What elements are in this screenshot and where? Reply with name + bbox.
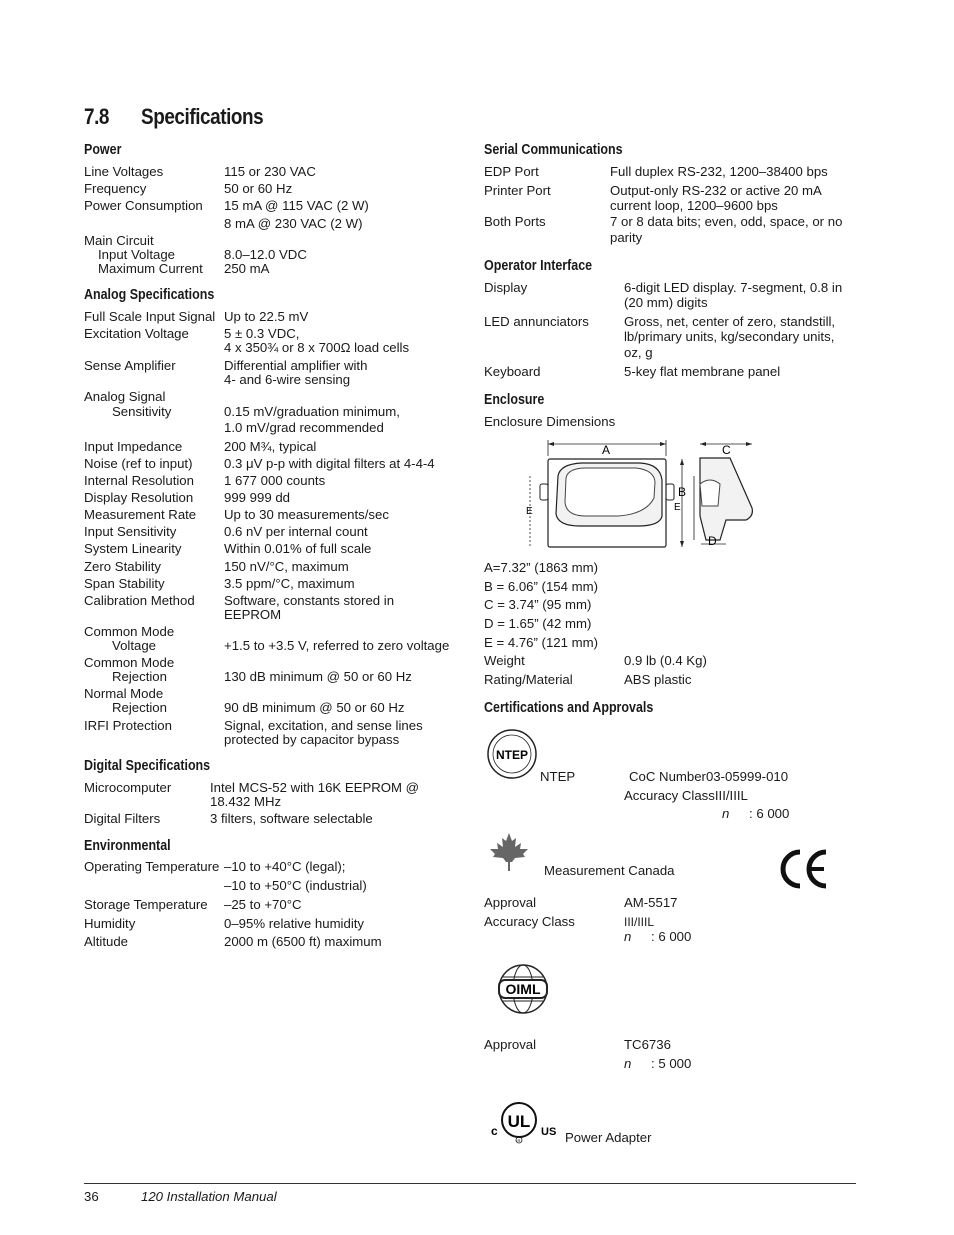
spec-label: Zero Stability [84, 559, 161, 574]
dim-label-b: B [678, 485, 687, 499]
spec-value: 130 dB minimum @ 50 or 60 Hz [224, 669, 412, 684]
dimension-line: E = 4.76” (121 mm) [484, 635, 598, 650]
spec-value: 1 677 000 counts [224, 473, 326, 488]
spec-value: 15 mA @ 115 VAC (2 W) [224, 198, 369, 213]
spec-value: 4- and 6-wire sensing [224, 372, 351, 387]
spec-value: 0.6 nV per internal count [224, 524, 368, 539]
spec-label: Input Impedance [84, 439, 183, 454]
spec-value: EEPROM [224, 607, 282, 622]
spec-label: Altitude [84, 934, 128, 949]
mc-accuracy-value: III/IIIL [624, 915, 655, 929]
ntep-label: NTEP [540, 769, 576, 784]
spec-label: Rejection [112, 669, 167, 684]
spec-label: Printer Port [484, 183, 551, 198]
spec-value: –10 to +50°C (industrial) [224, 878, 367, 893]
spec-label: Calibration Method [84, 593, 195, 608]
spec-value: 0.9 lb (0.4 Kg) [624, 653, 707, 668]
ntep-n-label: n [722, 806, 730, 821]
spec-value: oz, g [624, 345, 653, 360]
spec-label: Rating/Material [484, 672, 573, 687]
spec-label: Excitation Voltage [84, 326, 189, 341]
oiml-approval-label: Approval [484, 1037, 537, 1052]
spec-label: LED annunciators [484, 314, 589, 329]
spec-value: (20 mm) digits [624, 295, 708, 310]
page-number: 36 [84, 1189, 99, 1204]
spec-value: 1.0 mV/grad recommended [224, 420, 384, 435]
spec-value: protected by capacitor bypass [224, 732, 400, 747]
spec-label: Noise (ref to input) [84, 456, 193, 471]
spec-label: Rejection [112, 700, 167, 715]
dim-label-e-front: E [526, 506, 533, 517]
mc-approval-value: AM-5517 [624, 895, 678, 910]
spec-value: parity [610, 230, 643, 245]
spec-value: Full duplex RS-232, 1200–38400 bps [610, 164, 828, 179]
spec-value: 0.15 mV/graduation minimum, [224, 404, 400, 419]
spec-value: 0.3 μV p-p with digital filters at 4-4-4 [224, 456, 435, 471]
spec-value: Up to 22.5 mV [224, 309, 309, 324]
mc-n-value: : 6 000 [651, 929, 692, 944]
spec-value: 5-key flat membrane panel [624, 364, 781, 379]
spec-value: 8 mA @ 230 VAC (2 W) [224, 216, 363, 231]
enclosure-diagram [520, 436, 780, 556]
spec-value: 150 nV/°C, maximum [224, 559, 349, 574]
manual-number: 120 [141, 1189, 164, 1204]
serial-heading: Serial Communications [484, 142, 623, 158]
spec-label: Normal Mode [84, 686, 164, 701]
spec-label: Main Circuit [84, 233, 154, 248]
mc-label: Measurement Canada [544, 863, 675, 878]
spec-value: Signal, excitation, and sense lines [224, 718, 423, 733]
spec-label: Internal Resolution [84, 473, 194, 488]
spec-label: Weight [484, 653, 525, 668]
spec-label: Full Scale Input Signal [84, 309, 216, 324]
footer-rule [84, 1183, 856, 1184]
spec-value: 3 filters, software selectable [210, 811, 373, 826]
spec-value: 18.432 MHz [210, 794, 282, 809]
spec-value: 2000 m (6500 ft) maximum [224, 934, 382, 949]
spec-value: 200 M¾, typical [224, 439, 317, 454]
oiml-logo-text: OIML [505, 981, 541, 997]
spec-value: 7 or 8 data bits; even, odd, space, or no [610, 214, 843, 229]
spec-value: Software, constants stored in [224, 593, 395, 608]
spec-label: Display [484, 280, 528, 295]
spec-value: 250 mA [224, 261, 270, 276]
spec-value: lb/primary units, kg/secondary units, [624, 329, 835, 344]
mc-approval-label: Approval [484, 895, 537, 910]
spec-label: Measurement Rate [84, 507, 197, 522]
spec-label: Sensitivity [112, 404, 172, 419]
ntep-n-value: : 6 000 [749, 806, 790, 821]
ul-c-text: c [491, 1124, 498, 1138]
spec-label: Frequency [84, 181, 147, 196]
oiml-logo [496, 962, 550, 1016]
spec-value: ABS plastic [624, 672, 692, 687]
spec-label: EDP Port [484, 164, 539, 179]
spec-label: Sense Amplifier [84, 358, 176, 373]
ntep-accuracy: Accuracy ClassIII/IIIL [624, 788, 748, 803]
dimension-line: D = 1.65” (42 mm) [484, 616, 592, 631]
spec-label: Input Voltage [98, 247, 175, 262]
spec-value: 3.5 ppm/°C, maximum [224, 576, 355, 591]
spec-value: Differential amplifier with [224, 358, 368, 373]
spec-value: –10 to +40°C (legal); [224, 859, 346, 874]
spec-value: 115 or 230 VAC [224, 164, 316, 179]
spec-value: Output-only RS-232 or active 20 mA [610, 183, 822, 198]
spec-value: 0–95% relative humidity [224, 916, 365, 931]
oiml-n-label: n [624, 1056, 632, 1071]
oiml-approval-value: TC6736 [624, 1037, 671, 1052]
spec-label: Input Sensitivity [84, 524, 177, 539]
spec-value: 999 999 dd [224, 490, 291, 505]
dim-label-e-side: E [674, 502, 681, 513]
spec-label: Line Voltages [84, 164, 164, 179]
ntep-logo [486, 728, 538, 780]
dimension-line: C = 3.74” (95 mm) [484, 597, 592, 612]
spec-label: Keyboard [484, 364, 541, 379]
spec-label: Maximum Current [98, 261, 203, 276]
enclosure-subheading: Enclosure Dimensions [484, 414, 616, 429]
spec-label: Power Consumption [84, 198, 203, 213]
spec-value: Up to 30 measurements/sec [224, 507, 389, 522]
enclosure-heading: Enclosure [484, 392, 545, 408]
spec-value: 90 dB minimum @ 50 or 60 Hz [224, 700, 405, 715]
spec-label: Common Mode [84, 655, 175, 670]
mc-n-label: n [624, 929, 632, 944]
certs-heading: Certifications and Approvals [484, 700, 654, 716]
spec-label: Common Mode [84, 624, 175, 639]
spec-label: Span Stability [84, 576, 165, 591]
dimension-line: A=7.32” (1863 mm) [484, 560, 598, 575]
ul-logo-text: UL [507, 1112, 531, 1131]
spec-label: Operating Temperature [84, 859, 220, 874]
spec-value: current loop, 1200–9600 bps [610, 198, 778, 213]
spec-value: –25 to +70°C [224, 897, 302, 912]
ce-mark-icon [776, 848, 830, 890]
spec-label: IRFI Protection [84, 718, 172, 733]
ul-label: Power Adapter [565, 1130, 652, 1145]
spec-value: +1.5 to +3.5 V, referred to zero voltage [224, 638, 450, 653]
manual-title [141, 1190, 277, 1205]
spec-value: 5 ± 0.3 VDC, [224, 326, 300, 341]
spec-label: Voltage [112, 638, 156, 653]
power-heading: Power [84, 142, 122, 158]
mc-accuracy-label: Accuracy Class [484, 914, 575, 929]
digital-heading: Digital Specifications [84, 758, 211, 774]
section-number: 7.8 [84, 104, 110, 129]
ntep-logo-text: NTEP [495, 748, 529, 762]
spec-value: Within 0.01% of full scale [224, 541, 372, 556]
spec-label: Humidity [84, 916, 136, 931]
spec-value: 8.0–12.0 VDC [224, 247, 307, 262]
environmental-heading: Environmental [84, 838, 171, 854]
spec-value: 50 or 60 Hz [224, 181, 293, 196]
spec-value: 4 x 350¾ or 8 x 700Ω load cells [224, 340, 410, 355]
section-title: Specifications [141, 104, 264, 129]
spec-label: Storage Temperature [84, 897, 208, 912]
oiml-n-value: : 5 000 [651, 1056, 692, 1071]
dimension-line: B = 6.06” (154 mm) [484, 579, 598, 594]
ul-us-text: US [541, 1126, 557, 1138]
spec-label: Analog Signal [84, 389, 166, 404]
maple-leaf-icon [488, 832, 530, 872]
dim-label-d: D [708, 534, 717, 548]
spec-label: Display Resolution [84, 490, 194, 505]
ul-r-text: R [517, 1138, 521, 1143]
operator-heading: Operator Interface [484, 258, 593, 274]
ul-logo [488, 1100, 560, 1144]
manual-title-rest: Installation Manual [163, 1189, 277, 1204]
analog-heading: Analog Specifications [84, 287, 215, 303]
spec-value: Intel MCS-52 with 16K EEPROM @ [210, 780, 420, 795]
spec-label: Microcomputer [84, 780, 172, 795]
ntep-coc: CoC Number03-05999-010 [629, 769, 789, 784]
dim-label-c: C [722, 443, 731, 457]
spec-label: Digital Filters [84, 811, 161, 826]
dim-label-a: A [602, 443, 611, 457]
spec-label: Both Ports [484, 214, 546, 229]
spec-value: Gross, net, center of zero, standstill, [624, 314, 836, 329]
spec-value: 6-digit LED display. 7-segment, 0.8 in [624, 280, 843, 295]
spec-label: System Linearity [84, 541, 182, 556]
